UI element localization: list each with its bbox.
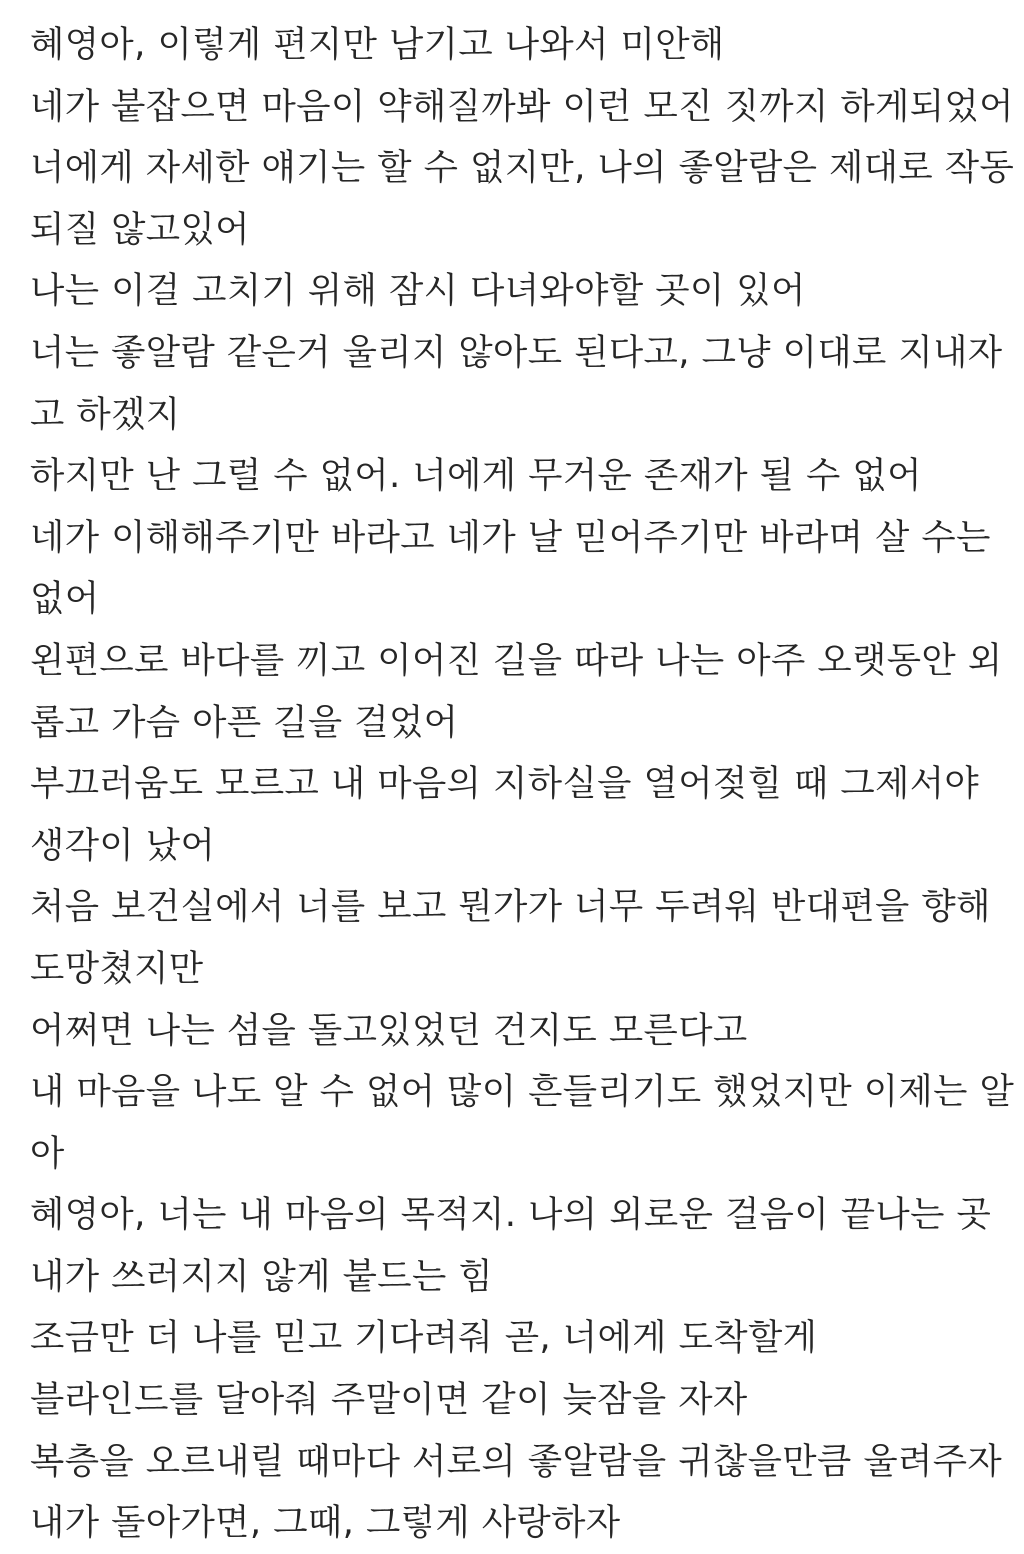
letter-line: 아	[30, 1132, 65, 1174]
letter-line: 나는 이걸 고치기 위해 잠시 다녀와야할 곳이 있어	[30, 270, 806, 312]
letter-line: 고 하겠지	[30, 393, 181, 435]
letter-line: 내가 쓰러지지 않게 붙드는 힘	[30, 1255, 494, 1297]
letter-line: 복층을 오르내릴 때마다 서로의 좋알람을 귀찮을만큼 울려주자	[30, 1440, 1003, 1482]
letter-text-body	[30, 14, 1015, 1554]
letter-line: 너는 좋알람 같은거 울리지 않아도 된다고, 그냥 이대로 지내자	[30, 331, 1003, 373]
letter-line: 혜영아, 이렇게 편지만 남기고 나와서 미안해	[30, 24, 725, 65]
letter-line: 도망쳤지만	[30, 947, 204, 989]
letter-line: 왼편으로 바다를 끼고 이어진 길을 따라 나는 아주 오랫동안 외	[30, 639, 1003, 681]
letter-line: 롭고 가슴 아픈 길을 걸었어	[30, 701, 459, 743]
letter-line: 너에게 자세한 얘기는 할 수 없지만, 나의 좋알람은 제대로 작동	[30, 147, 1015, 189]
letter-line: 내가 돌아가면, 그때, 그렇게 사랑하자	[30, 1502, 621, 1544]
letter-line: 부끄러움도 모르고 내 마음의 지하실을 열어젖힐 때 그제서야	[30, 763, 980, 805]
letter-line: 내 마음을 나도 알 수 없어 많이 흔들리기도 했었지만 이제는 알	[30, 1071, 1015, 1113]
letter-line: 어쩌면 나는 섬을 돌고있었던 건지도 모른다고	[30, 1009, 748, 1051]
letter-line: 블라인드를 달아줘 주말이면 같이 늦잠을 자자	[30, 1379, 748, 1421]
letter-line: 네가 붙잡으면 마음이 약해질까봐 이런 모진 짓까지 하게되었어	[30, 85, 1014, 127]
letter-line: 하지만 난 그럴 수 없어. 너에게 무거운 존재가 될 수 없어	[30, 455, 922, 497]
letter-line: 조금만 더 나를 믿고 기다려줘 곧, 너에게 도착할게	[30, 1317, 818, 1359]
letter-line: 되질 않고있어	[30, 208, 250, 250]
letter-line: 네가 이해해주기만 바라고 네가 날 믿어주기만 바라며 살 수는	[30, 516, 991, 558]
letter-line: 혜영아, 너는 내 마음의 목적지. 나의 외로운 걸음이 끝나는 곳	[30, 1194, 992, 1236]
letter-line: 생각이 났어	[30, 824, 216, 866]
letter-line: 없어	[30, 578, 100, 620]
letter-line: 처음 보건실에서 너를 보고 뭔가가 너무 두려워 반대편을 향해	[30, 886, 991, 928]
